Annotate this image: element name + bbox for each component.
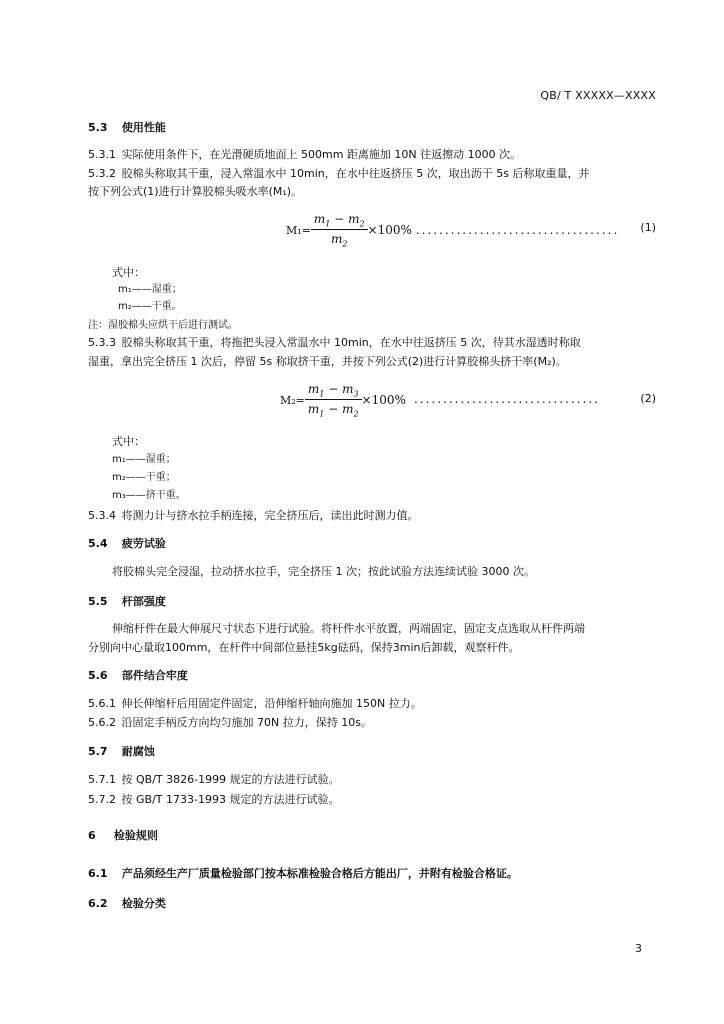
- where-label-2: 式中：: [112, 435, 145, 448]
- clause-number: 5.3.1: [88, 148, 116, 161]
- clause-5-3-1: [88, 148, 656, 162]
- clause-5-3-2-cont: 按下列公式(1)进行计算胶棉头吸水率(M₁)。: [88, 185, 303, 198]
- clause-5-6-2: [88, 716, 656, 730]
- section-number: 5.7: [88, 745, 108, 758]
- variable-m1: m₁——湿重；: [118, 284, 182, 295]
- chapter-6-heading: [88, 829, 656, 843]
- section-title: 检验分类: [121, 897, 166, 910]
- formula-fraction: $\frac{m_1 - m_2}{m_2}$: [311, 212, 368, 249]
- clause-5-6-1: [88, 697, 656, 711]
- clause-number: 5.7.2: [88, 793, 116, 806]
- equation-number-2: (2): [640, 392, 656, 405]
- section-5-4-heading: [88, 537, 656, 551]
- section-5-3-heading: [88, 121, 656, 135]
- variable-m2: m₂——干重；: [112, 472, 176, 483]
- section-number: 5.3: [88, 121, 108, 134]
- clause-5-3-4: [88, 509, 656, 523]
- formula-fraction: $\frac{m_1 - m_3}{m_1 - m_2}$: [305, 382, 362, 419]
- clause-5-3-3-cont: 湿重，拿出完全挤压 1 次后，停留 5s 称取挤干重，并按下列公式(2)进行计算胶棉头挤干率(M₂)。: [88, 355, 567, 368]
- clause-text: 将测力计与挤水拉手柄连接，完全挤压后，读出此时测力值。: [121, 509, 419, 522]
- section-number: 5.4: [88, 537, 108, 550]
- formula-lhs: M₂=: [280, 393, 305, 407]
- section-title: 使用性能: [121, 121, 166, 134]
- chapter-title: 检验规则: [113, 829, 158, 842]
- section-5-5-text-line-1: 伸缩杆件在最大伸展尺寸状态下进行试验。将杆件水平放置，两端固定，固定支点选取从杆件两端: [112, 622, 585, 635]
- section-number: 5.5: [88, 595, 108, 608]
- clause-number: 5.3.4: [88, 509, 116, 522]
- section-text: 产品须经生产厂质量检验部门按本标准检验合格后方能出厂，并附有检验合格证。: [121, 867, 518, 880]
- formula-lhs: M₁=: [286, 223, 311, 237]
- section-number: 6.2: [88, 897, 108, 910]
- section-title: 耐腐蚀: [121, 745, 155, 758]
- equation-number-1: (1): [640, 221, 656, 234]
- clause-text: 伸长伸缩杆后用固定件固定，沿伸缩杆轴向施加 150N 拉力。: [121, 697, 422, 710]
- variable-m2: m₂——干重。: [118, 301, 182, 312]
- clause-number: 5.3.2: [88, 167, 116, 180]
- section-title: 部件结合牢度: [121, 669, 188, 682]
- section-title: 疲劳试验: [121, 537, 166, 550]
- page-number: 3: [635, 942, 642, 955]
- section-5-6-heading: [88, 669, 656, 683]
- section-6-1: [88, 867, 656, 881]
- section-5-5-heading: [88, 595, 656, 609]
- chapter-number: 6: [88, 829, 96, 842]
- clause-number: 5.6.1: [88, 697, 116, 710]
- formula-multiplier: ×100%: [361, 392, 406, 407]
- document-code: QB/ T XXXXX—XXXX: [540, 89, 656, 102]
- variable-m1: m₁——湿重；: [112, 454, 176, 465]
- clause-5-3-3: [88, 336, 656, 350]
- clause-number: 5.3.3: [88, 336, 116, 349]
- clause-text-line-1: 胶棉头称取其干重，浸入常温水中 10min，在水中往返挤压 5 次，取出沥干 5s 后称取重量，并: [121, 167, 590, 180]
- clause-number: 5.6.2: [88, 716, 116, 729]
- clause-5-7-1: [88, 773, 656, 787]
- section-number: 6.1: [88, 867, 108, 880]
- clause-text: 实际使用条件下，在光滑硬质地面上 500mm 距离施加 10N 往返擦动 1000 次。: [121, 148, 522, 161]
- clause-number: 5.7.1: [88, 773, 116, 786]
- section-6-2-heading: [88, 897, 656, 911]
- formula-1: [286, 212, 619, 249]
- clause-5-7-2: [88, 793, 656, 807]
- where-label-1: 式中：: [112, 266, 145, 279]
- variable-m3: m₃——挤干重。: [112, 490, 186, 501]
- clause-text-line-1: 胶棉头称取其干重，将拖把头浸入常温水中 10min，在水中往返挤压 5 次，待其水湿透时称取: [121, 336, 581, 349]
- formula-2-leader-dots: ................................: [414, 392, 601, 406]
- section-number: 5.6: [88, 669, 108, 682]
- note-1: 注：湿胶棉头应烘干后进行测试。: [88, 320, 238, 331]
- section-5-7-heading: [88, 745, 656, 759]
- section-5-4-text: 将胶棉头完全浸湿，拉动挤水拉手，完全挤压 1 次；按此试验方法连续试验 3000 次。: [112, 565, 535, 578]
- clause-text: 按 QB/T 3826-1999 规定的方法进行试验。: [121, 773, 340, 786]
- clause-text: 沿固定手柄反方向均匀施加 70N 拉力，保持 10s。: [121, 716, 372, 729]
- clause-text: 按 GB/T 1733-1993 规定的方法进行试验。: [121, 793, 340, 806]
- clause-5-3-2: [88, 167, 656, 181]
- formula-multiplier: ×100%: [367, 222, 412, 237]
- formula-2: [280, 382, 406, 419]
- section-title: 杆部强度: [121, 595, 166, 608]
- section-5-5-text-line-2: 分别向中心量取100mm，在杆件中间部位悬挂5kg砝码，保持3min后卸载，观察杆件。: [88, 641, 520, 654]
- formula-leader-dots: ...................................: [415, 222, 620, 237]
